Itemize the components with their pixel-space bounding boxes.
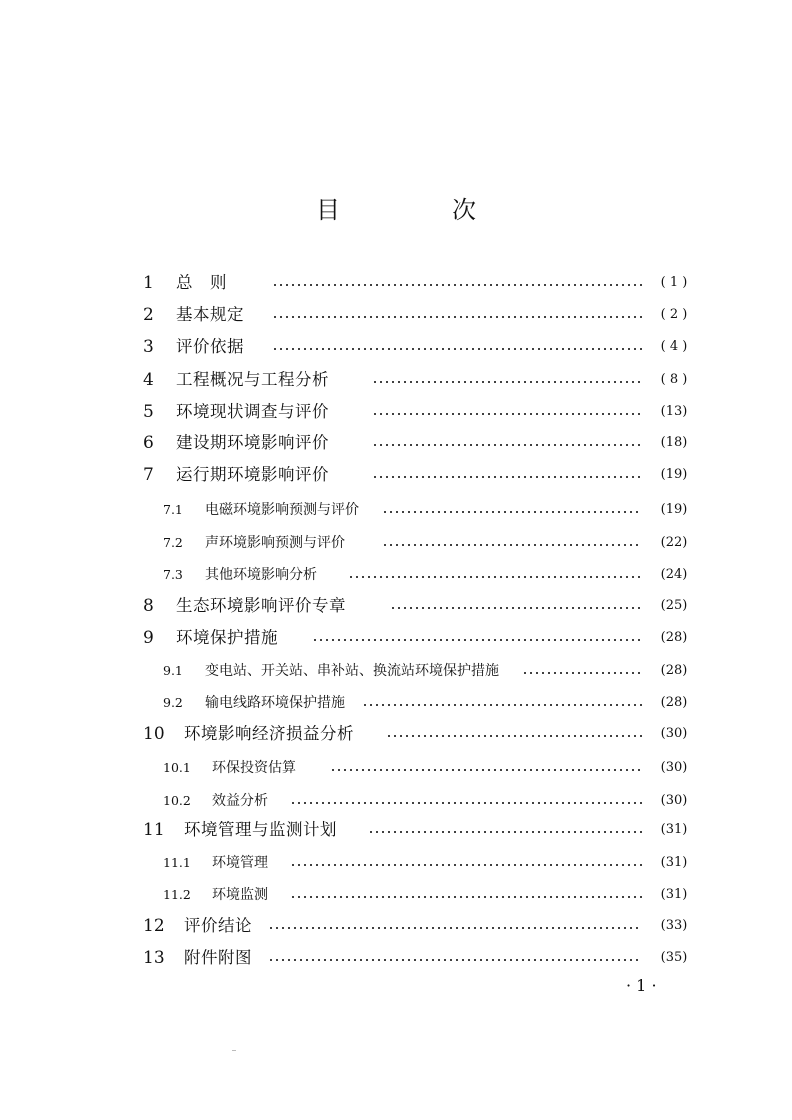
- dot-leader: [372, 413, 642, 415]
- toc-entry-page: (25): [660, 598, 688, 613]
- toc-entry-page: (30): [660, 760, 688, 775]
- toc-entry: [0, 755, 792, 781]
- toc-entry-title: 环境监测: [212, 887, 268, 903]
- toc-entry-page: (33): [660, 918, 688, 933]
- toc-entry: [0, 399, 792, 425]
- toc-entry: [0, 945, 792, 971]
- toc-entry-page: (31): [660, 887, 688, 902]
- toc-entry: [0, 690, 792, 716]
- toc-entry-title: 评价结论: [184, 916, 252, 935]
- toc-entry-title: 效益分析: [212, 793, 268, 809]
- dot-leader: [372, 476, 642, 478]
- toc-entry-title: 其他环境影响分析: [205, 567, 317, 583]
- toc-entry-number: 2: [143, 305, 154, 325]
- toc-entry-number: 7: [143, 465, 154, 485]
- dot-leader: [522, 672, 642, 674]
- toc-entry-page: (18): [660, 435, 688, 450]
- toc-entry-number: 11.1: [163, 855, 191, 870]
- dot-leader: [330, 769, 642, 771]
- dot-leader: [382, 544, 642, 546]
- toc-entry-title: 环境现状调查与评价: [176, 402, 329, 421]
- dot-leader: [290, 802, 642, 804]
- toc-entry-title: 建设期环境影响评价: [176, 433, 329, 452]
- dot-leader: [348, 576, 642, 578]
- toc-entry-number: 11.2: [163, 887, 191, 902]
- toc-entry: [0, 462, 792, 488]
- toc-entry-number: 9.2: [163, 695, 183, 710]
- toc-entry-page: ( 8 ): [660, 372, 688, 387]
- dot-leader: [272, 284, 642, 286]
- toc-entry-page: (30): [660, 726, 688, 741]
- dot-leader: [272, 316, 642, 318]
- toc-entry-page: (28): [660, 695, 688, 710]
- toc-entry: [0, 530, 792, 556]
- toc-entry-page: (28): [660, 663, 688, 678]
- dot-leader: [390, 607, 642, 609]
- toc-entry-number: 9.1: [163, 663, 183, 678]
- toc-entry: [0, 430, 792, 456]
- toc-entry-number: 9: [143, 628, 154, 648]
- toc-entry-title: 运行期环境影响评价: [176, 465, 329, 484]
- page-number: · 1 ·: [626, 976, 657, 995]
- toc-entry-page: (19): [660, 502, 688, 517]
- toc-entry: [0, 302, 792, 328]
- dot-leader: [368, 831, 642, 833]
- toc-entry-number: 7.3: [163, 567, 183, 582]
- toc-entry-page: ( 2 ): [660, 307, 688, 322]
- dot-leader: [372, 381, 642, 383]
- scan-speck: [232, 1050, 236, 1051]
- toc-entry-number: 5: [143, 402, 154, 422]
- toc-entry-title: 工程概况与工程分析: [176, 370, 329, 389]
- toc-entry-page: (13): [660, 404, 688, 419]
- toc-entry-number: 10.1: [163, 760, 191, 775]
- toc-entry: [0, 334, 792, 360]
- toc-entry-number: 7.1: [163, 502, 183, 517]
- toc-entry-page: (35): [660, 950, 688, 965]
- dot-leader: [386, 735, 642, 737]
- toc-entry: [0, 562, 792, 588]
- toc-entry-number: 13: [143, 948, 165, 968]
- toc-entry-title: 评价依据: [176, 337, 244, 356]
- dot-leader: [272, 348, 642, 350]
- toc-entry-number: 8: [143, 596, 154, 616]
- toc-entry-page: (24): [660, 567, 688, 582]
- toc-entry: [0, 625, 792, 651]
- toc-entry-title: 声环境影响预测与评价: [205, 535, 345, 551]
- toc-entry-page: ( 4 ): [660, 339, 688, 354]
- toc-entry-title: 电磁环境影响预测与评价: [205, 502, 359, 518]
- toc-entry: [0, 788, 792, 814]
- toc-entry-title: 环境保护措施: [176, 628, 278, 647]
- toc-entry: [0, 850, 792, 876]
- toc-entry-number: 1: [143, 273, 154, 293]
- toc-entry-number: 6: [143, 433, 154, 453]
- toc-entry-title: 变电站、开关站、串补站、换流站环境保护措施: [205, 663, 499, 679]
- toc-entry-page: (30): [660, 793, 688, 808]
- toc-entry-title: 附件附图: [184, 948, 252, 967]
- toc-entry-number: 10: [143, 724, 165, 744]
- toc-entry: [0, 913, 792, 939]
- toc-entry-title: 生态环境影响评价专章: [176, 596, 346, 615]
- dot-leader: [268, 959, 642, 961]
- toc-entry-number: 3: [143, 337, 154, 357]
- toc-entry: [0, 270, 792, 296]
- toc-entry: [0, 593, 792, 619]
- dot-leader: [362, 704, 642, 706]
- toc-entry-title: 输电线路环境保护措施: [205, 695, 345, 711]
- toc-entry-page: (31): [660, 855, 688, 870]
- toc-entry: [0, 367, 792, 393]
- toc-entry-number: 4: [143, 370, 154, 390]
- toc-entry-number: 10.2: [163, 793, 191, 808]
- toc-entry: [0, 497, 792, 523]
- toc-entry-number: 12: [143, 916, 165, 936]
- toc-entry-number: 7.2: [163, 535, 183, 550]
- toc-entry-title: 基本规定: [176, 305, 244, 324]
- toc-entry-page: (28): [660, 630, 688, 645]
- dot-leader: [372, 444, 642, 446]
- dot-leader: [268, 927, 642, 929]
- toc-entry: [0, 658, 792, 684]
- toc-entry-page: ( 1 ): [660, 275, 688, 290]
- toc-entry-title: 环保投资估算: [212, 760, 296, 776]
- toc-entry-title: 环境影响经济损益分析: [184, 724, 354, 743]
- toc-entry: [0, 721, 792, 747]
- dot-leader: [382, 511, 642, 513]
- toc-entry-title: 环境管理与监测计划: [184, 820, 337, 839]
- toc-entry-title: 总 则: [176, 273, 227, 292]
- toc-entry: [0, 882, 792, 908]
- toc-entry-number: 11: [143, 820, 165, 840]
- page-title: 目 次: [316, 196, 520, 225]
- toc-entry-page: (22): [660, 535, 688, 550]
- toc-entry-page: (31): [660, 822, 688, 837]
- toc-entry-title: 环境管理: [212, 855, 268, 871]
- dot-leader: [290, 896, 642, 898]
- toc-entry-page: (19): [660, 467, 688, 482]
- dot-leader: [312, 639, 642, 641]
- dot-leader: [290, 864, 642, 866]
- toc-entry: [0, 817, 792, 843]
